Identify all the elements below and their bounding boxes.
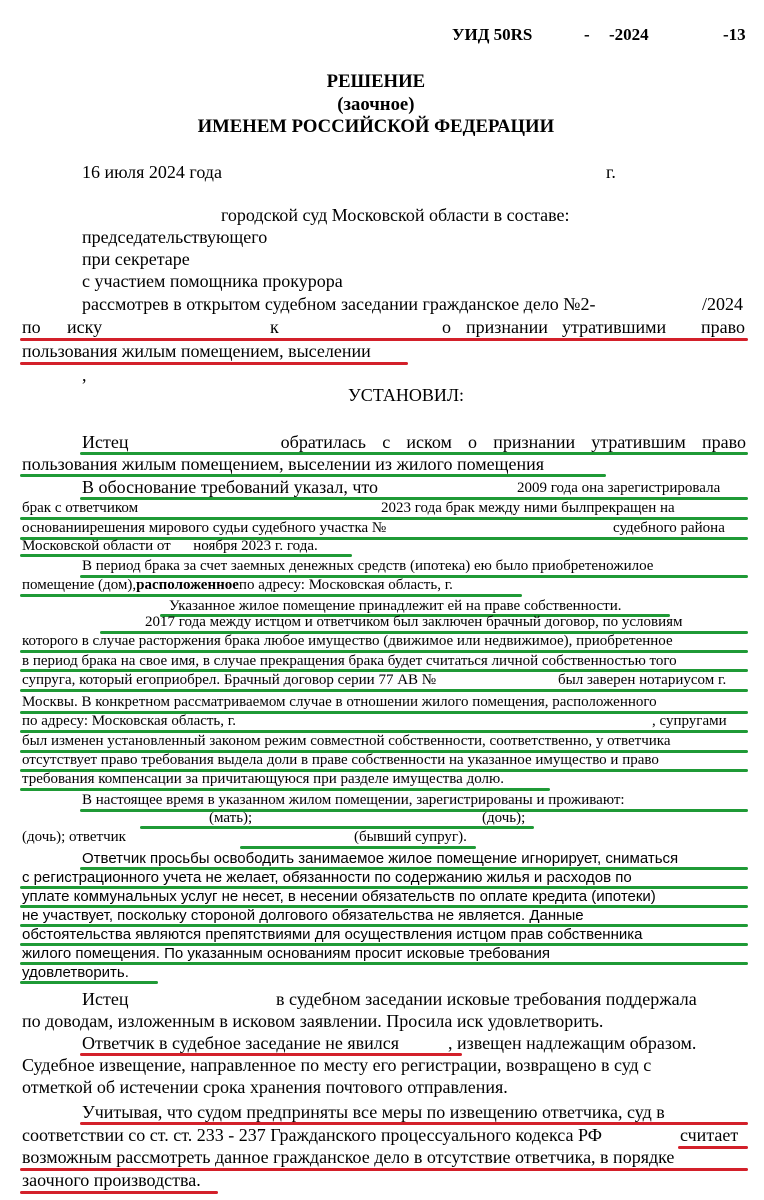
p7-line-4: не участвует, поскольку стороной долгового обязательства не является. Данные (22, 907, 584, 924)
p6-line-2a: (мать); (209, 810, 253, 826)
green-underline (80, 809, 748, 812)
prosecutor-assistant: с участием помощника прокурора (82, 271, 343, 291)
claim-line-2: пользования жилым помещением, выселении (22, 341, 371, 361)
p4-line-1: Указанное жилое помещение принадлежит ей на праве собственности. (169, 598, 622, 614)
p5-line-8: отсутствует право требования выдела доли в праве собственности на указанное имущество и право (22, 752, 659, 768)
p5-line-1: 2017 года между истцом и ответчиком был заключен брачный договор, по условиям (145, 614, 683, 630)
p10-line-3: возможным рассмотреть данное гражданское дело в отсутствие ответчика, в порядке (22, 1147, 675, 1167)
green-underline (20, 689, 748, 692)
p5-line-7: был изменен установленный законом режим совместной собственности, соответственно, у ответчика (22, 733, 671, 749)
established-heading: УСТАНОВИЛ: (348, 385, 465, 405)
p6-line-1: В настоящее время в указанном жилом помещении, зарегистрированы и проживают: (82, 792, 625, 808)
red-underline (20, 1191, 218, 1194)
court-composition: городской суд Московской области в составе: (221, 205, 570, 225)
uid-year: -2024 (609, 25, 649, 44)
p3-line-2: помещение (дом),расположенноепо адресу: Московская область, г. (22, 577, 453, 593)
p2-line-3a: основаниирешения мирового судьи судебного участка № (22, 520, 387, 536)
uid-suffix: -13 (723, 25, 746, 44)
p10-line-4: заочного производства. (22, 1170, 201, 1190)
decision-date: 16 июля 2024 года (82, 162, 222, 182)
red-underline (678, 1146, 748, 1149)
p1-line-1: Истец обратилась с иском о признании утратившим право (82, 432, 746, 452)
decision-heading: ИМЕНЕМ РОССИЙСКОЙ ФЕДЕРАЦИИ (197, 116, 555, 137)
p2-line-1b: 2009 года она зарегистрировала (517, 480, 721, 496)
p9-line-1a: Ответчик в судебное заседание не явился (82, 1033, 400, 1053)
green-underline (20, 554, 352, 557)
p2-line-2b: 2023 года брак между ними былпрекращен на (381, 500, 675, 516)
green-underline (20, 962, 748, 965)
p5-line-9: требования компенсации за причитающуюся при разделе имущества долю. (22, 771, 504, 787)
p6-line-3b: (бывший супруг). (354, 829, 467, 845)
p2-line-1a: В обоснование требований указал, что (82, 477, 379, 497)
decision-subtitle: (заочное) (337, 94, 415, 115)
p7-line-6: жилого помещения. По указанным основаниям просит исковые требования (22, 945, 551, 962)
p9-line-3: отметкой об истечении срока хранения почтового отправления. (22, 1077, 508, 1097)
p7-line-2: с регистрационного учета не желает, обязанности по содержанию жилья и расходов по (22, 869, 632, 886)
p8-line-1a: Истец (82, 989, 129, 1009)
claim-comma: , (82, 365, 87, 385)
p2-line-2a: брак с ответчиком (22, 500, 139, 516)
p5-line-6a: по адресу: Московская область, г. (22, 713, 236, 729)
p10-line-2a: соответствии со ст. ст. 233 - 237 Гражданского процессуального кодекса РФ (22, 1125, 602, 1145)
p9-line-1b: , извещен надлежащим образом. (448, 1033, 697, 1053)
p7-line-1: Ответчик просьбы освободить занимаемое жилое помещение игнорирует, сниматься (82, 850, 679, 867)
p5-line-2: которого в случае расторжения брака любое имущество (движимое или недвижимое), приобретенное (22, 633, 673, 649)
decision-title: РЕШЕНИЕ (326, 71, 426, 92)
p5-line-4a: супруга, который егоприобрел. Брачный договор серии 77 АВ № (22, 672, 437, 688)
presiding-judge: председательствующего (82, 227, 268, 247)
p2-line-4: Московской области от ноября 2023 г. года. (22, 538, 318, 554)
green-underline (240, 846, 476, 849)
uid-label: УИД 50RS (452, 25, 533, 44)
p1-line-2: пользования жилым помещением, выселении из жилого помещения (22, 454, 545, 474)
green-underline (20, 594, 522, 597)
p9-line-2: Судебное извещение, направленное по месту его регистрации, возвращено в суд с (22, 1055, 652, 1075)
p10-line-2b: считает (680, 1125, 739, 1145)
green-underline (140, 826, 534, 829)
p8-line-1b: в судебном заседании исковые требования поддержала (276, 989, 697, 1009)
p2-line-3b: судебного района (613, 520, 725, 536)
p7-line-7: удовлетворить. (22, 964, 129, 981)
p7-line-3: уплате коммунальных услуг не несет, в несении обязательств по оплате кредита (ипотеки) (22, 888, 656, 905)
p6-line-2b: (дочь); (482, 810, 526, 826)
court-secretary: при секретаре (82, 249, 190, 269)
p5-line-5: Москвы. В конкретном рассматриваемом случае в отношении жилого помещения, расположенного (22, 694, 657, 710)
decision-city: г. (606, 162, 616, 182)
p5-line-4b: был заверен нотариусом г. (558, 672, 727, 688)
p7-line-5: обстоятельства являются препятствиями для осуществления истцом прав собственника (22, 926, 643, 943)
p8-line-2: по доводам, изложенным в исковом заявлении. Просила иск удовлетворить. (22, 1011, 604, 1031)
green-underline (20, 981, 158, 984)
green-underline (20, 788, 550, 791)
case-number-b: /2024 (702, 294, 744, 314)
case-number-a: рассмотрев в открытом судебном заседании гражданское дело №2- (82, 294, 596, 314)
p3-line-1: В период брака за счет заемных денежных средств (ипотека) ею было приобретеножилое (82, 558, 654, 574)
p5-line-3: в период брака на свое имя, в случае прекращения брака будет считаться личной собственностью того (22, 653, 677, 669)
p6-line-3a: (дочь); ответчик (22, 829, 126, 845)
uid-dash: - (584, 25, 590, 44)
red-underline (20, 362, 408, 365)
p5-line-6b: , супругами (652, 713, 727, 729)
p10-line-1: Учитывая, что судом предприняты все меры по извещению ответчика, суд в (82, 1102, 665, 1122)
